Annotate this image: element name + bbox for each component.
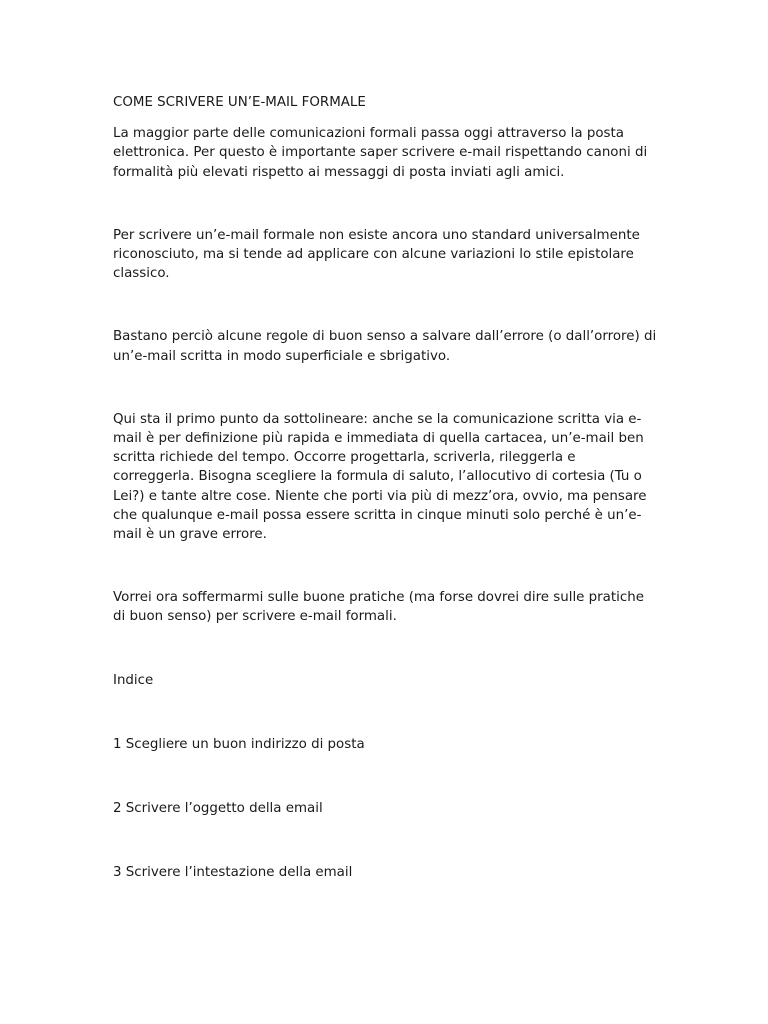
document-body [113,93,658,927]
index-item-2: 2 Scrivere l’oggetto della email [113,801,323,817]
index-heading: Indice [113,672,154,688]
paragraph-standard: Per scrivere un’e-mail formale non esiste ancora uno standard universalmente riconosciuto, ma si tende ad applicare con alcune variazioni lo stile epistolare classico. [113,227,640,282]
paragraph-good-practices: Vorrei ora soffermarmi sulle buone pratiche (ma forse dovrei dire sulle pratiche di buon senso) per scrivere e-mail formali. [113,590,644,625]
index-item-1: 1 Scegliere un buon indirizzo di posta [113,736,365,752]
index-item-3: 3 Scrivere l’intestazione della email [113,865,353,881]
paragraph-first-point: Qui sta il primo punto da sottolineare: anche se la comunicazione scritta via e-mail è per definizione più rapida e immediata di quella cartacea, un’e-mail ben scritta richiede del tempo. Occorre progettarla, scriverla, rileggerla e correggerla. Bisogna scegliere la formula di saluto, l’allocutivo di cortesia (Tu o Lei?) e tante altre cose. Niente che porti via più di mezz’ora, ovvio, ma pensare che qualunque e-mail possa essere scritta in cinque minuti solo perché è un’e-mail è un grave errore. [113,411,647,543]
paragraph-rules: Bastano perciò alcune regole di buon senso a salvare dall’errore (o dall’orrore) di un’e-mail scritta in modo superficiale e sbrigativo. [113,329,657,364]
document-title: COME SCRIVERE UN’E-MAIL FORMALE [113,95,366,110]
paragraph-intro: La maggior parte delle comunicazioni formali passa oggi attraverso la posta elettronica. Per questo è importante saper scrivere e-mail rispettando canoni di formalità più elevati rispetto ai messaggi di posta inviati agli amici. [113,126,648,180]
